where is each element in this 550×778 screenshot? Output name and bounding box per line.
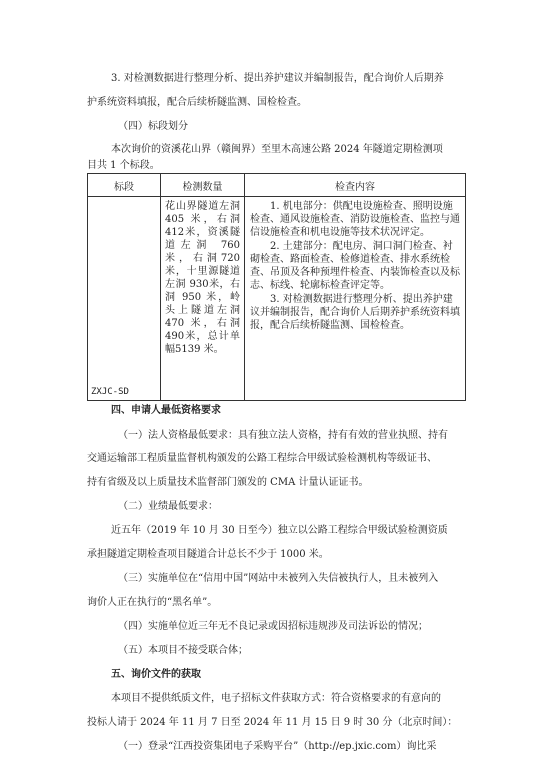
table-row [88, 197, 466, 401]
content-item-1: 1. 机电部分：供配电设施检查、照明设施检查、通风设施检查、消防设施检查、监控与通信设施检查和机电设施等技术状况评定。 [250, 201, 460, 238]
top-line-1: 3. 对检测数据进行整理分析、提出养护建议并编制报告，配合询价人后期养 [111, 73, 444, 84]
header-quantity: 检测数量 [161, 174, 245, 197]
qual1-line-1: （一）法人资格最低要求：具有独立法人资格，持有有效的营业执照、持有 [118, 430, 448, 441]
qual3-line-1: （三）实施单位在“信用中国”网站中未被列入失信被执行人，且未被列入 [118, 573, 439, 584]
qual1-line-2: 交通运输部工程质量监督机构颁发的公路工程综合甲级试验检测机构等级证书、 [87, 453, 437, 464]
top-line-2: 护系统资料填报，配合后续桥隧监测、国检检查。 [87, 97, 307, 108]
qual2-title: （二）业绩最低要求： [118, 501, 218, 512]
obtain-line-1: 本项目不提供纸质文件，电子招标文件获取方式：符合资格要求的有意向的 [111, 693, 441, 704]
cell-section-code: ZXJC-SD [88, 197, 161, 401]
cell-quantity: 花山界隧道左洞405 米，右洞 412米，资溪隧道左洞 760 米，右洞720 米，十里源隧道左洞 930米，右洞 950 米，岭头上隧道左洞470 米，右洞 490米，总计单幅5139 米。 [161, 197, 245, 401]
obtain-line-2: 投标人请于 2024 年 11 月 7 日至 2024 年 11 月 15 日 9 时 30 分（北京时间）： [87, 717, 458, 728]
content-item-3: 3. 对检测数据进行整理分析、提出养护建议并编制报告，配合询价人后期养护系统资料填报，配合后续桥隧监测、国检检查。 [250, 294, 460, 331]
table-header-row [88, 174, 466, 197]
heading-document-acquisition: 五、询价文件的获取 [111, 669, 201, 680]
obtain-step-1: （一）登录“江西投资集团电子采购平台”（http://ep.jxic.com）询比采 [118, 741, 437, 752]
header-section: 标段 [88, 174, 161, 197]
qual3-line-2: 询价人正在执行的“黑名单”。 [87, 597, 218, 608]
qual2-line-2: 承担隧道定期检查项目隧道合计总长不少于 1000 米。 [87, 549, 329, 560]
section-table [87, 173, 466, 401]
qual4: （四）实施单位近三年无不良记录或因招标违规涉及司法诉讼的情况； [118, 621, 428, 632]
qual2-line-1: 近五年（2019 年 10 月 30 日至今）独立以公路工程综合甲级试验检测资质 [111, 525, 448, 536]
intro-line-2: 目共 1 个标段。 [87, 160, 160, 171]
heading-qualifications: 四、申请人最低资格要求 [111, 405, 221, 416]
qual5: （五）本项目不接受联合体； [118, 645, 248, 656]
section-four-subheading: （四）标段划分 [118, 121, 188, 132]
qual1-line-3: 持有省级及以上质量技术监督部门颁发的 CMA 计量认证证书。 [87, 477, 369, 488]
content-item-2: 2. 土建部分：配电房、洞口洞门检查、衬砌检查、路面检查、检修道检查、排水系统检查、吊顶及各种预埋件检查、内装饰检查以及标志、标线、轮廓标检查评定等。 [250, 241, 460, 291]
header-content: 检查内容 [245, 174, 466, 197]
intro-line-1: 本次询价的资溪花山界（赣闽界）至里木高速公路 2024 年隧道定期检测项 [111, 144, 443, 155]
cell-content [245, 197, 466, 401]
